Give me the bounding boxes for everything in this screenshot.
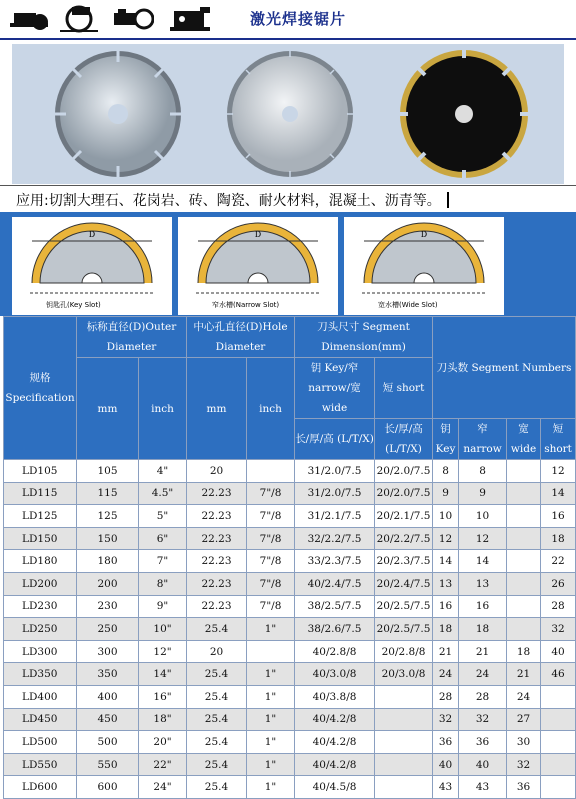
outer-mm-cell: 200 (77, 572, 139, 595)
table-row (4, 663, 576, 686)
wide-count-cell (507, 572, 541, 595)
short-count-cell: 28 (541, 595, 576, 618)
key-count-cell: 40 (433, 753, 459, 776)
segment-size-cell: 33/2.3/7.5 (295, 550, 375, 573)
circular-saw-icon (58, 3, 100, 33)
key-count-cell: 14 (433, 550, 459, 573)
outer-inch-cell: 5" (139, 505, 187, 528)
short-count-cell: 14 (541, 482, 576, 505)
hole-inch-cell: 1" (247, 663, 295, 686)
segment-size-cell: 40/4.2/8 (295, 708, 375, 731)
key-count-cell: 12 (433, 527, 459, 550)
key-count-cell: 10 (433, 505, 459, 528)
blade-photo-wide-slot (398, 48, 530, 180)
short-segment-size-cell: 20/2.0/7.5 (375, 460, 433, 483)
outer-inch-cell: 20" (139, 731, 187, 754)
spec-code-cell: LD200 (4, 572, 77, 595)
svg-text:D: D (88, 230, 96, 239)
key-count-cell: 43 (433, 776, 459, 799)
outer-inch-cell: 12" (139, 640, 187, 663)
narrow-count-cell: 24 (459, 663, 507, 686)
short-count-cell (541, 731, 576, 754)
outer-mm-cell: 230 (77, 595, 139, 618)
spec-code-cell: LD400 (4, 685, 77, 708)
slot-diagrams (0, 212, 576, 316)
segment-size-cell: 38/2.6/7.5 (295, 618, 375, 641)
outer-inch-cell: 14" (139, 663, 187, 686)
outer-mm-cell: 400 (77, 685, 139, 708)
table-row (4, 595, 576, 618)
header-hole-mm: mm (187, 358, 247, 460)
outer-mm-cell: 105 (77, 460, 139, 483)
page-header (0, 0, 576, 38)
narrow-count-cell: 8 (459, 460, 507, 483)
narrow-count-cell: 36 (459, 731, 507, 754)
header-divider (0, 38, 576, 40)
segment-size-cell: 31/2.0/7.5 (295, 482, 375, 505)
spec-code-cell: LD550 (4, 753, 77, 776)
narrow-count-cell: 40 (459, 753, 507, 776)
hole-inch-cell (247, 640, 295, 663)
wide-count-cell (507, 505, 541, 528)
spec-code-cell: LD115 (4, 482, 77, 505)
key-count-cell: 8 (433, 460, 459, 483)
header-short: 短 short (375, 358, 433, 419)
segment-size-cell: 40/4.2/8 (295, 731, 375, 754)
wide-count-cell: 21 (507, 663, 541, 686)
short-count-cell: 46 (541, 663, 576, 686)
outer-inch-cell: 22" (139, 753, 187, 776)
segment-size-cell: 32/2.2/7.5 (295, 527, 375, 550)
hole-inch-cell: 1" (247, 708, 295, 731)
short-segment-size-cell: 20/2.8/8 (375, 640, 433, 663)
header-mm: mm (77, 358, 139, 460)
application-label: 应用: (16, 193, 49, 209)
outer-inch-cell: 4.5" (139, 482, 187, 505)
spec-code-cell: LD450 (4, 708, 77, 731)
key-count-cell: 32 (433, 708, 459, 731)
outer-mm-cell: 125 (77, 505, 139, 528)
hole-inch-cell: 7"/8 (247, 527, 295, 550)
short-count-cell (541, 708, 576, 731)
hole-mm-cell: 22.23 (187, 505, 247, 528)
wide-count-cell: 30 (507, 731, 541, 754)
table-row (4, 685, 576, 708)
wide-count-cell (507, 595, 541, 618)
spec-code-cell: LD250 (4, 618, 77, 641)
hole-mm-cell: 22.23 (187, 482, 247, 505)
wide-count-cell (507, 527, 541, 550)
hole-inch-cell: 1" (247, 685, 295, 708)
narrow-count-cell: 43 (459, 776, 507, 799)
header-narrow: 窄 narrow (459, 419, 507, 460)
hole-mm-cell: 22.23 (187, 595, 247, 618)
hole-mm-cell: 25.4 (187, 618, 247, 641)
hole-mm-cell: 22.23 (187, 527, 247, 550)
hole-mm-cell: 20 (187, 640, 247, 663)
short-segment-size-cell: 20/2.5/7.5 (375, 618, 433, 641)
outer-inch-cell: 4" (139, 460, 187, 483)
short-segment-size-cell: 20/2.3/7.5 (375, 550, 433, 573)
diagram-label: 宽水槽(Wide Slot) (378, 301, 438, 309)
narrow-count-cell: 14 (459, 550, 507, 573)
diagram-key-slot (12, 217, 172, 315)
short-count-cell: 16 (541, 505, 576, 528)
outer-mm-cell: 300 (77, 640, 139, 663)
short-count-cell: 22 (541, 550, 576, 573)
diagram-wide-slot (344, 217, 504, 315)
header-hole-diameter: 中心孔直径(D)Hole Diameter (187, 317, 295, 358)
outer-mm-cell: 350 (77, 663, 139, 686)
header-key: 钥 Key (433, 419, 459, 460)
hole-inch-cell: 1" (247, 731, 295, 754)
narrow-count-cell: 9 (459, 482, 507, 505)
wide-count-cell (507, 618, 541, 641)
table-row (4, 460, 576, 483)
segment-size-cell: 40/3.8/8 (295, 685, 375, 708)
key-count-cell: 18 (433, 618, 459, 641)
hole-mm-cell: 25.4 (187, 663, 247, 686)
outer-mm-cell: 150 (77, 527, 139, 550)
key-count-cell: 24 (433, 663, 459, 686)
hole-inch-cell: 7"/8 (247, 505, 295, 528)
spec-code-cell: LD600 (4, 776, 77, 799)
narrow-count-cell: 10 (459, 505, 507, 528)
wall-saw-icon (170, 3, 212, 33)
short-count-cell (541, 776, 576, 799)
short-segment-size-cell: 20/2.0/7.5 (375, 482, 433, 505)
hole-inch-cell: 1" (247, 618, 295, 641)
header-outer-diameter: 标称直径(D)Outer Diameter (77, 317, 187, 358)
short-count-cell: 40 (541, 640, 576, 663)
table-row (4, 776, 576, 799)
text-cursor (447, 192, 449, 208)
hole-mm-cell: 22.23 (187, 572, 247, 595)
hole-inch-cell: 7"/8 (247, 482, 295, 505)
outer-inch-cell: 6" (139, 527, 187, 550)
table-row (4, 731, 576, 754)
outer-mm-cell: 115 (77, 482, 139, 505)
application-description: 切割大理石、花岗岩、砖、陶瓷、耐火材料，混凝土、沥青等。 (48, 193, 441, 209)
table-row (4, 572, 576, 595)
segment-size-cell: 40/2.4/7.5 (295, 572, 375, 595)
table-row (4, 640, 576, 663)
outer-mm-cell: 450 (77, 708, 139, 731)
short-count-cell: 26 (541, 572, 576, 595)
segment-size-cell: 40/4.5/8 (295, 776, 375, 799)
narrow-count-cell: 12 (459, 527, 507, 550)
key-count-cell: 16 (433, 595, 459, 618)
outer-inch-cell: 8" (139, 572, 187, 595)
header-inch: inch (139, 358, 187, 460)
short-count-cell (541, 685, 576, 708)
narrow-count-cell: 13 (459, 572, 507, 595)
table-row (4, 618, 576, 641)
blade-photo-narrow-slot (224, 48, 356, 180)
outer-inch-cell: 10" (139, 618, 187, 641)
hole-inch-cell: 1" (247, 776, 295, 799)
short-segment-size-cell (375, 708, 433, 731)
spec-code-cell: LD180 (4, 550, 77, 573)
outer-inch-cell: 9" (139, 595, 187, 618)
spec-table-body (4, 460, 576, 799)
spec-code-cell: LD350 (4, 663, 77, 686)
short-segment-size-cell (375, 753, 433, 776)
short-count-cell: 18 (541, 527, 576, 550)
spec-code-cell: LD500 (4, 731, 77, 754)
hole-inch-cell: 7"/8 (247, 595, 295, 618)
hole-mm-cell: 25.4 (187, 708, 247, 731)
short-segment-size-cell: 20/2.1/7.5 (375, 505, 433, 528)
application-line (0, 185, 576, 213)
narrow-count-cell: 28 (459, 685, 507, 708)
hole-mm-cell: 25.4 (187, 731, 247, 754)
segment-size-cell: 31/2.0/7.5 (295, 460, 375, 483)
table-row (4, 527, 576, 550)
svg-text:D: D (254, 230, 262, 239)
segment-size-cell: 40/4.2/8 (295, 753, 375, 776)
key-count-cell: 9 (433, 482, 459, 505)
table-row (4, 482, 576, 505)
short-count-cell (541, 753, 576, 776)
hole-mm-cell: 25.4 (187, 685, 247, 708)
outer-mm-cell: 250 (77, 618, 139, 641)
table-row (4, 708, 576, 731)
outer-mm-cell: 600 (77, 776, 139, 799)
wide-count-cell: 36 (507, 776, 541, 799)
short-segment-size-cell: 20/3.0/8 (375, 663, 433, 686)
diagram-narrow-slot (178, 217, 338, 315)
header-spec: 规格 Specification (4, 317, 77, 460)
header-segment-numbers: 刀头数 Segment Numbers (433, 317, 576, 419)
hole-inch-cell: 1" (247, 753, 295, 776)
table-row (4, 753, 576, 776)
short-segment-size-cell (375, 685, 433, 708)
outer-mm-cell: 180 (77, 550, 139, 573)
hole-mm-cell: 25.4 (187, 776, 247, 799)
spec-code-cell: LD125 (4, 505, 77, 528)
narrow-count-cell: 16 (459, 595, 507, 618)
short-segment-size-cell (375, 776, 433, 799)
header-short-count: 短 short (541, 419, 576, 460)
key-count-cell: 36 (433, 731, 459, 754)
page-title: 激光焊接锯片 (250, 10, 347, 28)
short-segment-size-cell: 20/2.5/7.5 (375, 595, 433, 618)
outer-mm-cell: 550 (77, 753, 139, 776)
narrow-count-cell: 32 (459, 708, 507, 731)
short-segment-size-cell: 20/2.2/7.5 (375, 527, 433, 550)
application-text (16, 190, 449, 210)
narrow-count-cell: 21 (459, 640, 507, 663)
spec-code-cell: LD150 (4, 527, 77, 550)
outer-inch-cell: 16" (139, 685, 187, 708)
hole-mm-cell: 22.23 (187, 550, 247, 573)
hole-inch-cell (247, 460, 295, 483)
spec-code-cell: LD300 (4, 640, 77, 663)
header-hole-inch: inch (247, 358, 295, 460)
spec-code-cell: LD230 (4, 595, 77, 618)
outer-mm-cell: 500 (77, 731, 139, 754)
wide-count-cell (507, 460, 541, 483)
table-row (4, 505, 576, 528)
outer-inch-cell: 7" (139, 550, 187, 573)
spec-code-cell: LD105 (4, 460, 77, 483)
wide-count-cell: 24 (507, 685, 541, 708)
header-segment-dimension: 刀头尺寸 Segment Dimension(mm) (295, 317, 433, 358)
table-row (4, 550, 576, 573)
header-key-narrow-wide: 钥 Key/窄 narrow/宽 wide (295, 358, 375, 419)
outer-inch-cell: 24" (139, 776, 187, 799)
key-count-cell: 28 (433, 685, 459, 708)
header-ltx-1: 长/厚/高 (L/T/X) (295, 419, 375, 460)
angle-grinder-icon (8, 3, 50, 33)
header-ltx-2: 长/厚/高 (L/T/X) (375, 419, 433, 460)
outer-inch-cell: 18" (139, 708, 187, 731)
wide-count-cell: 32 (507, 753, 541, 776)
product-photos (12, 44, 564, 184)
segment-size-cell: 40/2.8/8 (295, 640, 375, 663)
short-segment-size-cell: 20/2.4/7.5 (375, 572, 433, 595)
wide-count-cell (507, 482, 541, 505)
hole-inch-cell: 7"/8 (247, 550, 295, 573)
header-wide: 宽 wide (507, 419, 541, 460)
segment-size-cell: 40/3.0/8 (295, 663, 375, 686)
blade-photo-key-slot (52, 48, 184, 180)
hole-mm-cell: 25.4 (187, 753, 247, 776)
key-count-cell: 13 (433, 572, 459, 595)
short-segment-size-cell (375, 731, 433, 754)
key-count-cell: 21 (433, 640, 459, 663)
short-count-cell: 12 (541, 460, 576, 483)
wide-count-cell (507, 550, 541, 573)
segment-size-cell: 31/2.1/7.5 (295, 505, 375, 528)
segment-size-cell: 38/2.5/7.5 (295, 595, 375, 618)
wide-count-cell: 18 (507, 640, 541, 663)
short-count-cell: 32 (541, 618, 576, 641)
spec-table (3, 316, 576, 799)
cutoff-saw-icon (112, 3, 154, 33)
diagram-label: 窄水槽(Narrow Slot) (212, 301, 280, 309)
hole-mm-cell: 20 (187, 460, 247, 483)
hole-inch-cell: 7"/8 (247, 572, 295, 595)
svg-text:D: D (420, 230, 428, 239)
narrow-count-cell: 18 (459, 618, 507, 641)
wide-count-cell: 27 (507, 708, 541, 731)
diagram-label: 钥匙孔(Key Slot) (46, 301, 101, 309)
